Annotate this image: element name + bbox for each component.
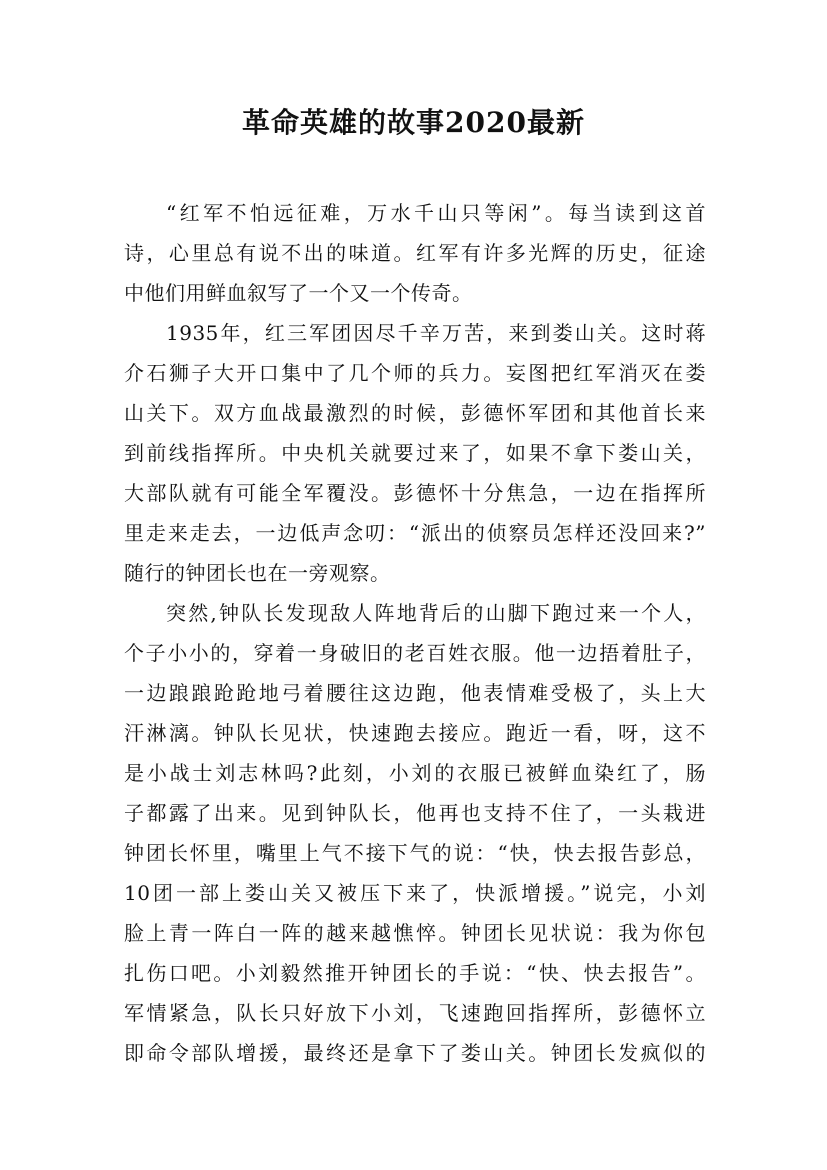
text-line: 汗淋漓。钟队长见状，快速跑去接应。跑近一看，呀，这不 — [124, 721, 706, 745]
text-line: 一边踉踉跄跄地弓着腰往这边跑，他表情难受极了，头上大 — [124, 681, 706, 705]
text-line: 钟团长怀里，嘴里上气不接下气的说：“快，快去报告彭总， — [124, 841, 706, 865]
text-line: 大部队就有可能全军覆没。彭德怀十分焦急，一边在指挥所 — [124, 481, 706, 505]
text-line: 里走来走去，一边低声念叨：“派出的侦察员怎样还没回来?” — [124, 521, 706, 545]
document-body — [124, 193, 706, 1073]
text-line: 中他们用鲜血叙写了一个又一个传奇。 — [124, 281, 473, 305]
text-line: 介石狮子大开口集中了几个师的兵力。妄图把红军消灭在娄 — [124, 361, 706, 385]
text-line: 是小战士刘志林吗?此刻，小刘的衣服已被鲜血染红了，肠 — [124, 761, 706, 785]
text-line: 子都露了出来。见到钟队长，他再也支持不住了，一头栽进 — [124, 801, 706, 825]
text-line: 即命令部队增援，最终还是拿下了娄山关。钟团长发疯似的 — [124, 1041, 706, 1065]
text-line: 10团一部上娄山关又被压下来了，快派增援。”说完，小刘 — [124, 881, 706, 905]
document-title: 革命英雄的故事2020最新 — [242, 106, 585, 139]
text-line: 扎伤口吧。小刘毅然推开钟团长的手说：“快、快去报告”。 — [124, 961, 706, 985]
text-line: 诗，心里总有说不出的味道。红军有许多光辉的历史，征途 — [124, 241, 706, 265]
text-line: 军情紧急，队长只好放下小刘，飞速跑回指挥所，彭德怀立 — [124, 1001, 706, 1025]
text-line: 突然,钟队长发现敌人阵地背后的山脚下跑过来一个人， — [166, 601, 706, 625]
text-line: “红军不怕远征难，万水千山只等闲”。每当读到这首 — [166, 201, 706, 225]
text-line: 山关下。双方血战最激烈的时候，彭德怀军团和其他首长来 — [124, 401, 706, 425]
text-line: 1935年，红三军团因尽千辛万苦，来到娄山关。这时蒋 — [166, 321, 706, 345]
text-line: 个子小小的，穿着一身破旧的老百姓衣服。他一边捂着肚子， — [124, 641, 706, 665]
text-line: 脸上青一阵白一阵的越来越憔悴。钟团长见状说：我为你包 — [124, 921, 706, 945]
text-line: 随行的钟团长也在一旁观察。 — [124, 561, 391, 585]
text-line: 到前线指挥所。中央机关就要过来了，如果不拿下娄山关， — [124, 441, 706, 465]
